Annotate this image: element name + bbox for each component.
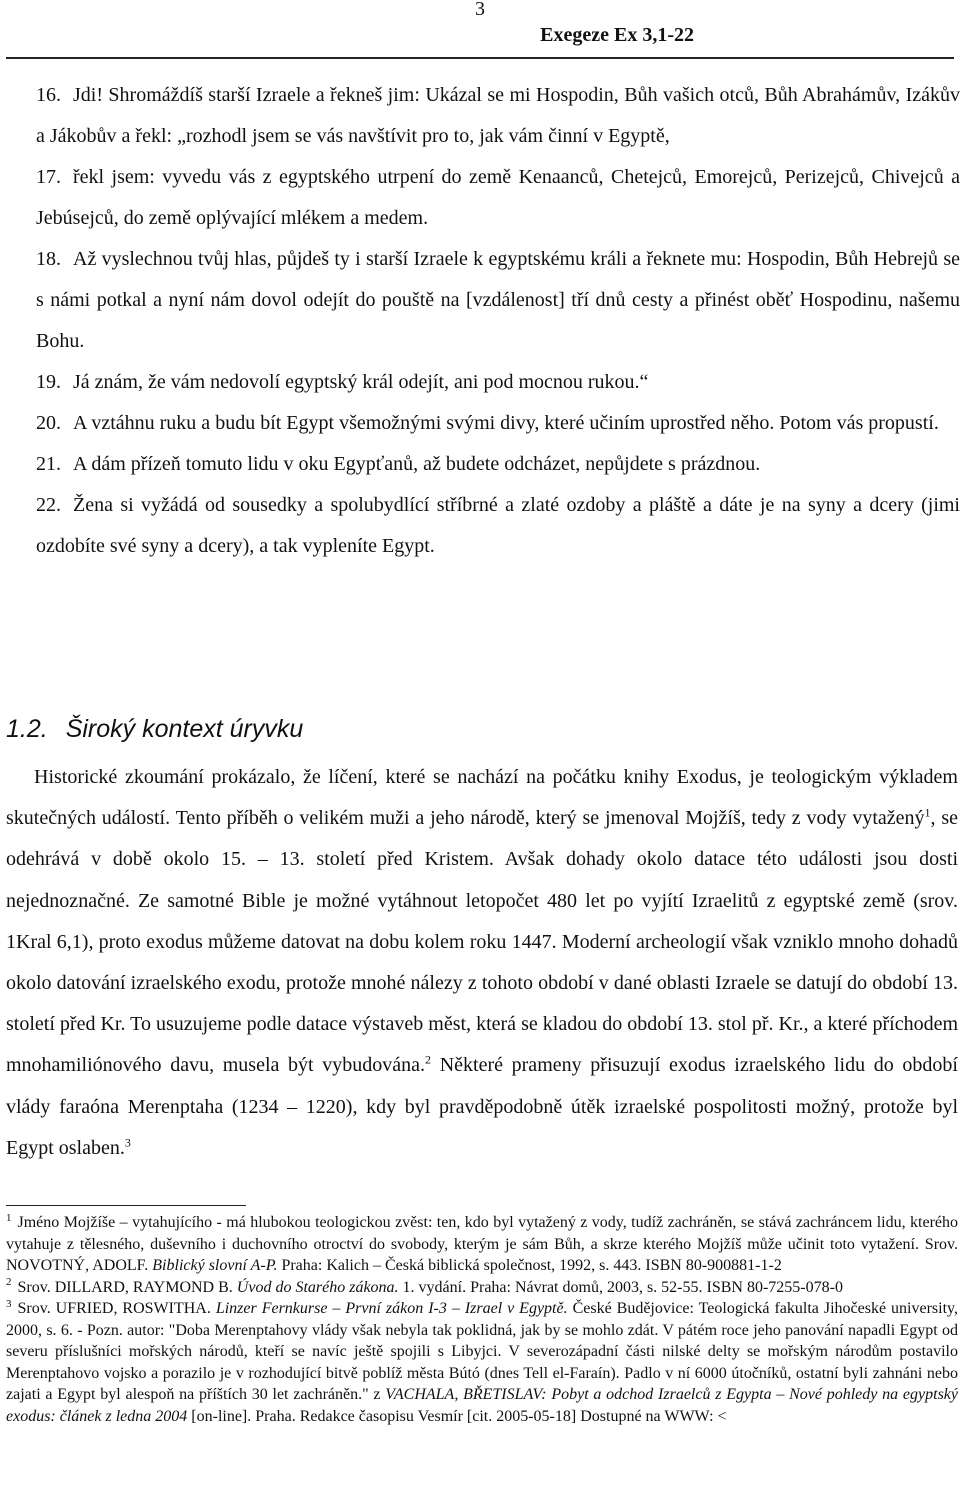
footnote-book-title: Biblický slovní A-P.	[152, 1257, 278, 1274]
footnote-book-title: Linzer Fernkurse – První zákon I-3 – Izrael v Egyptě.	[215, 1300, 568, 1317]
footnote-mark: 3	[6, 1297, 12, 1310]
footnote-text: [on-line]. Praha. Redakce časopisu Vesmír [cit. 2005-05-18] Dostupné na WWW: <	[187, 1407, 727, 1425]
body-paragraph	[6, 757, 958, 1169]
footnote-article-title: VACHALA, BŘETISLAV: Pobyt a odchod Izraelců z Egypta – Nové pohledy na egyptský exodus: článek z ledna 2004	[6, 1386, 959, 1425]
header-divider	[6, 57, 954, 59]
body-text-part: , se odehrává v době okolo 15. – 13. století před Kristem. Avšak dohady okolo datace této události jsou dosti nejednoznačné. Ze samotné Bible je možné vytáhnout letopočet 480 let po vyjítí Izraelitů z egyptské země (srov. 1Kral 6,1), proto exodus můžeme datovat na dobu kolem roku 1447. Moderní archeologií však vzniklo mnoho dohadů okolo datování izraelského exodu, protože mnohé nálezy z tohoto období v dané oblasti Izraele se datují do období 13. století před Kr. To usuzujeme podle datace výstaveb měst, která se kladou do období 13. stol př. Kr., a které příchodem mnohamiliónového davu, musela být vybudována.	[6, 807, 958, 1077]
verse-20	[36, 403, 960, 444]
footnote-book-title: Úvod do Starého zákona.	[236, 1278, 399, 1296]
footnote-text: Srov. UFRIED, ROSWITHA.	[17, 1300, 216, 1317]
verse-text: A dám přízeň tomuto lidu v oku Egypťanů, až budete odcházet, nepůjdete s prázdnou.	[73, 453, 761, 475]
verse-text: Já znám, že vám nedovolí egyptský král odejít, ani pod mocnou rukou.“	[73, 371, 649, 393]
footnote-reference-3[interactable]: 3	[124, 1135, 131, 1150]
verse-number: 21.	[36, 453, 61, 475]
verse-17	[36, 157, 960, 239]
footnote-mark: 2	[6, 1276, 12, 1289]
verse-21	[36, 444, 960, 485]
footnote-text: Praha: Kalich – Česká biblická společnost, 1992, s. 443. ISBN 80-900881-1-2	[277, 1257, 782, 1274]
verse-16	[36, 75, 960, 157]
footnote-text: České Budějovice: Teologická fakulta Jihočeské university, 2000, s. 6. - Pozn. autor: "Doba Merenptahovy vlády však nebyla tak poklidná, jak by se mohlo zdát. V pátém roce jeho panování napadli Egypt od severu příslušníci mořských národů, kteří se navíc ještě spojili s Libyjci. V severozápadní části nilské delty se mořským národům postavilo Merenptahovo vojsko a porazilo je v rozhodující bitvě poblíž města Bútó (dnes Tell el-Faraín). Padlo v ní 6000 útočníků, ostatní byli zahnáni nebo zajati a Egypt byl alespoň na příštích 30 let zachráněn." z	[6, 1300, 958, 1403]
footnote-text: Jméno Mojžíše – vytahujícího - má hlubokou teologickou zvěst: ten, kdo byl vytažený z vody, tudíž zachráněn, se stává zachráncem lidu, kterého vytahuje z tělesného, duševního i duchovního otroctví do svobody, kterým je sám Bůh, a skrze kterého Mojžíš může učinit toto vytažení. Srov. NOVOTNÝ, ADOLF.	[6, 1214, 958, 1274]
verse-number: 17.	[36, 166, 61, 188]
footnote-2	[6, 1277, 958, 1299]
body-text-part: Některé prameny přisuzují exodus izraelského lidu do období vlády faraóna Merenptaha (1234 – 1220), kdy byl pravděpodobně útěk izraelské pospolitosti možný, protože byl Egypt oslaben.	[6, 1054, 958, 1159]
verse-number: 19.	[36, 371, 61, 393]
section-title: Široký kontext úryvku	[65, 715, 304, 743]
verse-text: Jdi! Shromáždíš starší Izraele a řekneš jim: Ukázal se mi Hospodin, Bůh vašich otců, Bůh Abrahámův, Izákův a Jákobův a řekl: „rozhodl jsem se vás navštívit pro to, jak vám činní v Egyptě,	[36, 84, 960, 147]
verse-text: řekl jsem: vyvedu vás z egyptského utrpení do země Kenaanců, Chetejců, Emorejců, Perizejců, Chivejců a Jebúsejců, do země oplývající mlékem a medem.	[36, 166, 960, 229]
verse-19	[36, 362, 960, 403]
footnote-1	[6, 1212, 958, 1277]
footnote-reference-1[interactable]: 1	[924, 805, 931, 820]
section-number: 1.2.	[6, 715, 48, 743]
verse-text: Žena si vyžádá od sousedky a spolubydlící stříbrné a zlaté ozdoby a pláště a dáte je na syny a dcery (jimi ozdobíte své syny a dcery), a tak vypleníte Egypt.	[36, 494, 960, 557]
footnote-divider	[6, 1205, 246, 1206]
running-header-title: Exegeze Ex 3,1-22	[540, 24, 694, 46]
footnote-text: Srov. DILLARD, RAYMOND B.	[17, 1278, 237, 1296]
verse-22	[36, 485, 960, 567]
footnote-reference-2[interactable]: 2	[425, 1052, 432, 1067]
footnote-text: 1. vydání. Praha: Návrat domů, 2003, s. 52-55. ISBN 80-7255-078-0	[398, 1278, 843, 1296]
verse-18	[36, 239, 960, 362]
verse-number: 16.	[36, 84, 61, 106]
verse-number: 18.	[36, 248, 61, 270]
page-number: 3	[475, 0, 485, 20]
footnote-mark: 1	[6, 1211, 12, 1224]
verse-text: Až vyslechnou tvůj hlas, půjdeš ty i starší Izraele k egyptskému králi a řeknete mu: Hospodin, Bůh Hebrejů se s námi potkal a nyní nám dovol odejít do pouště na [vzdálenost] tří dnů cesty a přinést oběť Hospodinu, našemu Bohu.	[36, 248, 960, 352]
verse-number: 22.	[36, 494, 61, 516]
verse-number: 20.	[36, 412, 61, 434]
verse-text: A vztáhnu ruku a budu bít Egypt všemožnými svými divy, které učiním uprostřed něho. Potom vás propustí.	[73, 412, 939, 434]
bible-verses	[36, 75, 960, 567]
section-heading	[6, 715, 321, 744]
body-text-part: Historické zkoumání prokázalo, že líčení, které se nachází na počátku knihy Exodus, je teologickým výkladem skutečných událostí. Tento příběh o velikém muži a jeho národě, který se jmenoval Mojžíš, tedy z vody vytažený	[6, 766, 958, 830]
footnotes	[6, 1212, 958, 1427]
footnote-3	[6, 1298, 958, 1427]
